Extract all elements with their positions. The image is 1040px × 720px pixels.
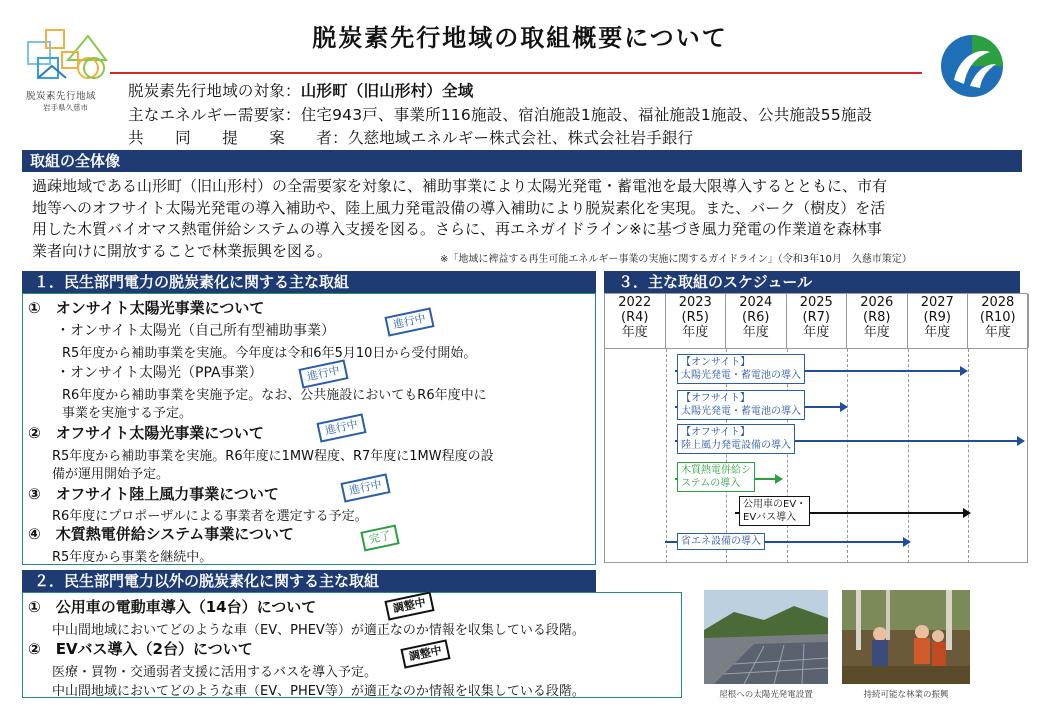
grid-line <box>968 349 969 563</box>
task-label: EVバス導入 <box>743 512 797 523</box>
biomass-chp-title: ④ 木質熱電併給システム事業について <box>28 525 294 543</box>
logo-subtitle: 岩手県久慈市 <box>43 103 88 112</box>
task-label: 太陽光発電・蓄電池の導入 <box>681 370 801 381</box>
overview-line: 地等へのオフサイト太陽光発電の導入補助や、陸上風力発電設備の導入補助により脱炭素化を実現。また、バーク（樹皮）を活 <box>32 198 886 217</box>
joint-proposers-label: 共 同 提 案 者： <box>128 129 348 147</box>
fiscal-label: 年度 <box>621 325 648 340</box>
status-badge-in-progress: 進行中 <box>298 359 348 388</box>
year-column <box>726 294 787 348</box>
task-label: 木質熱電併給シ <box>681 465 751 476</box>
biomass-chp-text: R5年度から事業を継続中。 <box>52 550 213 565</box>
onsite-solar-title: ① オンサイト太陽光事業について <box>28 299 265 317</box>
title-divider <box>110 72 922 74</box>
onsite-ppa-text: R6年度から補助事業を実施予定。なお、公共施設においてもR6年度中に <box>62 388 487 403</box>
target-area-label: 脱炭素先行地域の対象： <box>128 82 301 100</box>
schedule-chart <box>604 293 1028 563</box>
status-badge-adjusting: 調整中 <box>384 591 434 620</box>
reiwa-label: (R5) <box>681 310 709 325</box>
year-column <box>968 294 1029 348</box>
status-badge-in-progress: 進行中 <box>384 307 434 336</box>
year-column <box>666 294 727 348</box>
task-label: 陸上風力発電設備の導入 <box>681 440 791 451</box>
task-label: 省エネ設備の導入 <box>681 536 761 547</box>
section2-heading: ２．民生部門電力以外の脱炭素化に関する主な取組 <box>22 570 596 592</box>
fiscal-label: 年度 <box>984 325 1011 340</box>
reiwa-label: (R8) <box>863 310 891 325</box>
regional-logo-mark-icon <box>18 22 118 88</box>
onsite-ppa-text: 事業を実施する予定。 <box>62 406 193 421</box>
rooftop-solar-caption: 屋根への太陽光発電設置 <box>719 690 813 700</box>
grid-line <box>666 349 667 563</box>
status-badge-in-progress: 進行中 <box>340 473 390 502</box>
reiwa-label: (R9) <box>923 310 951 325</box>
offsite-solar-title: ② オフサイト太陽光事業について <box>28 424 264 442</box>
fiscal-label: 年度 <box>682 325 709 340</box>
target-area-value: 山形町（旧山形村）全域 <box>300 82 474 100</box>
public-ev-text: 中山間地域においてどのような車（EV、PHEV等）が適正なのか情報を収集している段階。 <box>52 623 585 638</box>
year-label: 2025 <box>799 295 833 310</box>
biomass-task <box>677 462 755 492</box>
overview-line: 業者向けに開放することで林業振興を図る。 <box>32 241 333 260</box>
header-divider <box>605 348 1027 349</box>
joint-proposers-value: 久慈地域エネルギー株式会社、株式会社岩手銀行 <box>347 129 694 147</box>
page-title: 脱炭素先行地域の取組概要について <box>312 24 728 52</box>
reiwa-label: (R6) <box>742 310 770 325</box>
section1-heading: １．民生部門電力の脱炭素化に関する主な取組 <box>22 271 596 293</box>
year-label: 2024 <box>739 295 773 310</box>
year-column <box>847 294 908 348</box>
year-label: 2023 <box>678 295 712 310</box>
year-label: 2027 <box>920 295 954 310</box>
task-label: ステムの導入 <box>681 478 741 489</box>
joint-proposers-row <box>128 126 693 148</box>
fiscal-label: 年度 <box>742 325 769 340</box>
overview-line: 過疎地域である山形町（旧山形村）の全需要家を対象に、補助事業により太陽光発電・蓄電池を最大限導入するとともに、市有 <box>32 177 888 195</box>
offsite-wind-task <box>677 424 795 454</box>
forestry-caption: 持続可能な林業の振興 <box>863 690 949 700</box>
energy-consumers-label: 主なエネルギー需要家： <box>128 106 301 124</box>
status-badge-completed: 完了 <box>360 524 399 551</box>
energy-saving-task <box>677 533 765 550</box>
onsite-self-owned-label: ・オンサイト太陽光（自己所有型補助事業） <box>56 323 336 339</box>
grid-line <box>847 349 848 563</box>
offsite-wind-title: ③ オフサイト陸上風力事業について <box>28 485 279 503</box>
offsite-wind-text: R6年度にプロポーザルによる事業者を選定する予定。 <box>52 509 368 524</box>
fiscal-label: 年度 <box>863 325 890 340</box>
fiscal-label: 年度 <box>803 325 830 340</box>
year-column <box>908 294 969 348</box>
grid-line <box>908 349 909 563</box>
city-emblem-icon <box>940 34 1004 98</box>
year-column <box>605 294 666 348</box>
reiwa-label: (R7) <box>802 310 830 325</box>
onsite-ppa-label: ・オンサイト太陽光（PPA事業） <box>56 365 263 381</box>
offsite-solar-text: 備が運用開始予定。 <box>52 467 170 482</box>
rooftop-solar-photo <box>704 590 828 684</box>
onsite-solar-task <box>677 354 805 384</box>
task-label: 公用車のEV・ <box>743 499 807 510</box>
task-label: 太陽光発電・蓄電池の導入 <box>681 406 801 417</box>
year-label: 2028 <box>981 295 1015 310</box>
ev-bus-text: 中山間地域においてどのような車（EV、PHEV等）が適正なのか情報を収集している段階。 <box>52 684 585 699</box>
target-area-row <box>128 79 473 101</box>
overview-heading: 取組の全体像 <box>22 150 1022 172</box>
energy-consumers-value: 住宅943戸、事業所116施設、宿泊施設1施設、福祉施設1施設、公共施設55施設 <box>300 106 873 124</box>
reiwa-label: (R4) <box>621 310 649 325</box>
task-label: 【オフサイト】 <box>681 427 750 438</box>
offsite-solar-text: R5年度から補助事業を実施。R6年度に1MW程度、R7年度に1MW程度の設 <box>52 449 494 464</box>
guideline-footnote: ※「地域に裨益する再生可能エネルギー事業の実施に関するガイドライン」（令和3年10月 久慈市策定） <box>440 254 912 265</box>
forestry-photo <box>842 590 970 684</box>
year-column <box>787 294 848 348</box>
ev-bus-text: 医療・買物・交通弱者支援に活用するバスを導入予定。 <box>52 665 378 680</box>
schedule-heading: ３．主な取組のスケジュール <box>604 271 1020 293</box>
year-label: 2022 <box>618 295 652 310</box>
status-badge-in-progress: 進行中 <box>316 413 366 442</box>
ev-bus-title: ② EVバス導入（2台）について <box>28 640 253 658</box>
logo-name: 脱炭素先行地域 <box>26 91 97 102</box>
reiwa-label: (R10) <box>979 310 1016 325</box>
task-label: 【オンサイト】 <box>681 357 751 368</box>
task-label: 【オフサイト】 <box>681 393 750 404</box>
overview-line: 用した木質バイオマス熱電併給システムの導入支援を図る。さらに、再エネガイドライン※に基づき風力発電の作業道を森林事 <box>32 220 882 238</box>
year-label: 2026 <box>860 295 894 310</box>
ev-bus-task <box>739 496 810 526</box>
onsite-self-owned-text: R5年度から補助事業を実施。今年度は令和6年5月10日から受付開始。 <box>62 346 477 361</box>
public-ev-title: ① 公用車の電動車導入（14台）について <box>28 598 317 616</box>
status-badge-adjusting: 調整中 <box>400 639 450 668</box>
fiscal-label: 年度 <box>924 325 951 340</box>
offsite-solar-task <box>677 390 805 420</box>
regional-logo <box>18 22 118 114</box>
energy-consumers-row <box>128 103 872 125</box>
